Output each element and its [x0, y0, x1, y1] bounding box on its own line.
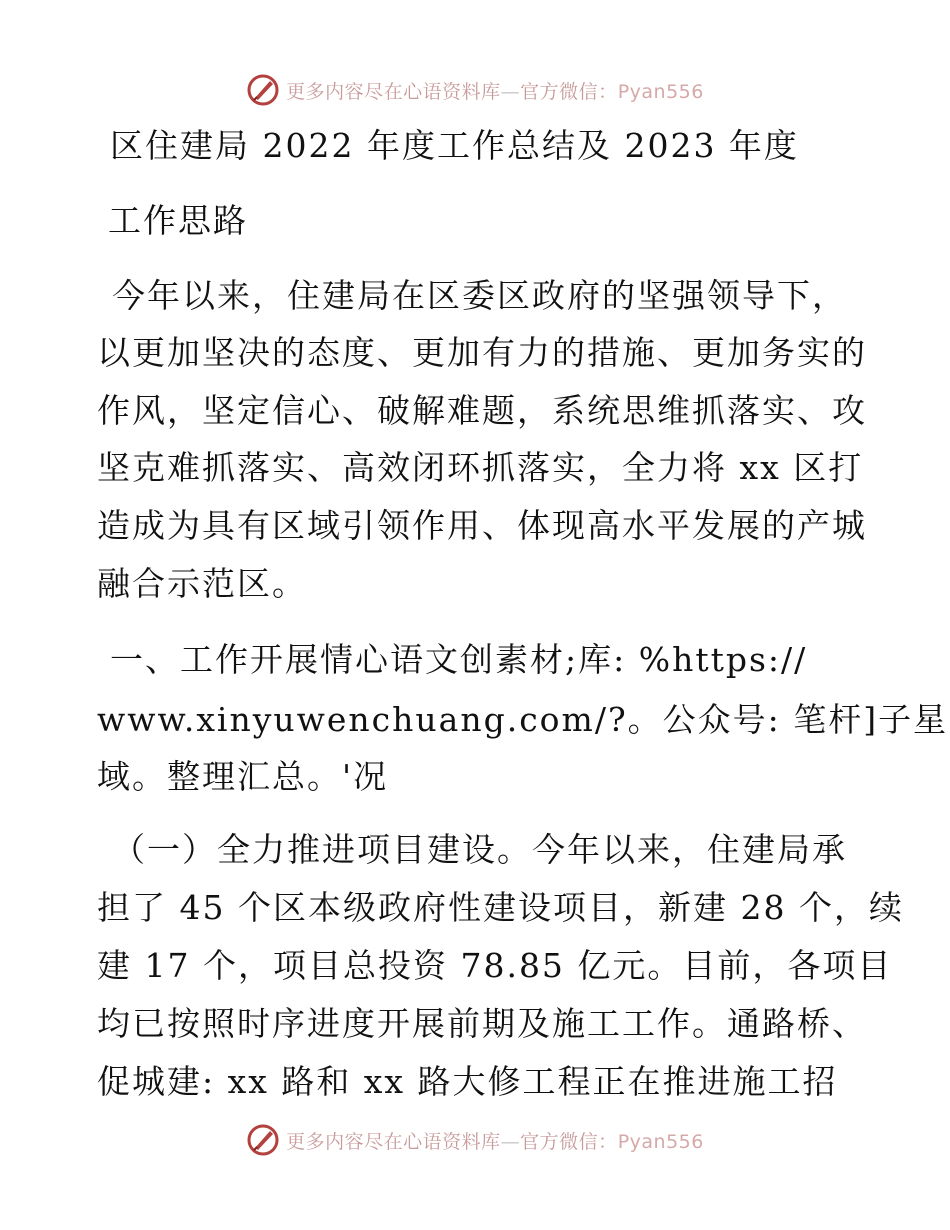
document-title-line-1: 区住建局 2022 年度工作总结及 2023 年度: [110, 126, 799, 165]
intro-line: 坚克难抓落实、高效闭环抓落实，全力将 xx 区打: [97, 448, 864, 487]
subsection-line: 建 17 个，项目总投资 78.85 亿元。目前，各项目: [97, 946, 893, 985]
intro-line: 作风，坚定信心、破解难题，系统思维抓落实、攻: [97, 391, 867, 430]
watermark-text: 更多内容尽在心语资料库—官方微信：Pyan556: [286, 1130, 704, 1153]
subsection-line: （一）全力推进项目建设。今年以来，住建局承: [112, 830, 847, 869]
section-heading-line: www.xinyuwenchuang.com/?。公众号: 笔杆]子星: [97, 700, 949, 739]
intro-line: 今年以来，住建局在区委区政府的坚强领导下，: [112, 276, 847, 315]
section-heading-line: 域。整理汇总。'况: [97, 757, 389, 796]
intro-line: 造成为具有区域引领作用、体现高水平发展的产城: [97, 506, 867, 545]
header-watermark: [0, 70, 950, 110]
section-heading-line: 一、工作开展情心语文创素材;库: %https://: [110, 640, 808, 679]
quill-pen-badge-icon: [246, 1123, 280, 1157]
quill-pen-badge-icon: [246, 73, 280, 107]
document-title-line-2: 工作思路: [108, 201, 248, 240]
intro-line: 以更加坚决的态度、更加有力的措施、更加务实的: [97, 333, 867, 372]
subsection-line: 促城建: xx 路和 xx 路大修工程正在推进施工招: [97, 1062, 838, 1101]
watermark-text: 更多内容尽在心语资料库—官方微信：Pyan556: [286, 80, 704, 103]
subsection-line: 担了 45 个区本级政府性建设项目，新建 28 个，续: [97, 888, 904, 927]
footer-watermark: [0, 1120, 950, 1160]
subsection-line: 均已按照时序进度开展前期及施工工作。通路桥、: [97, 1004, 867, 1043]
intro-line: 融合示范区。: [97, 564, 307, 603]
